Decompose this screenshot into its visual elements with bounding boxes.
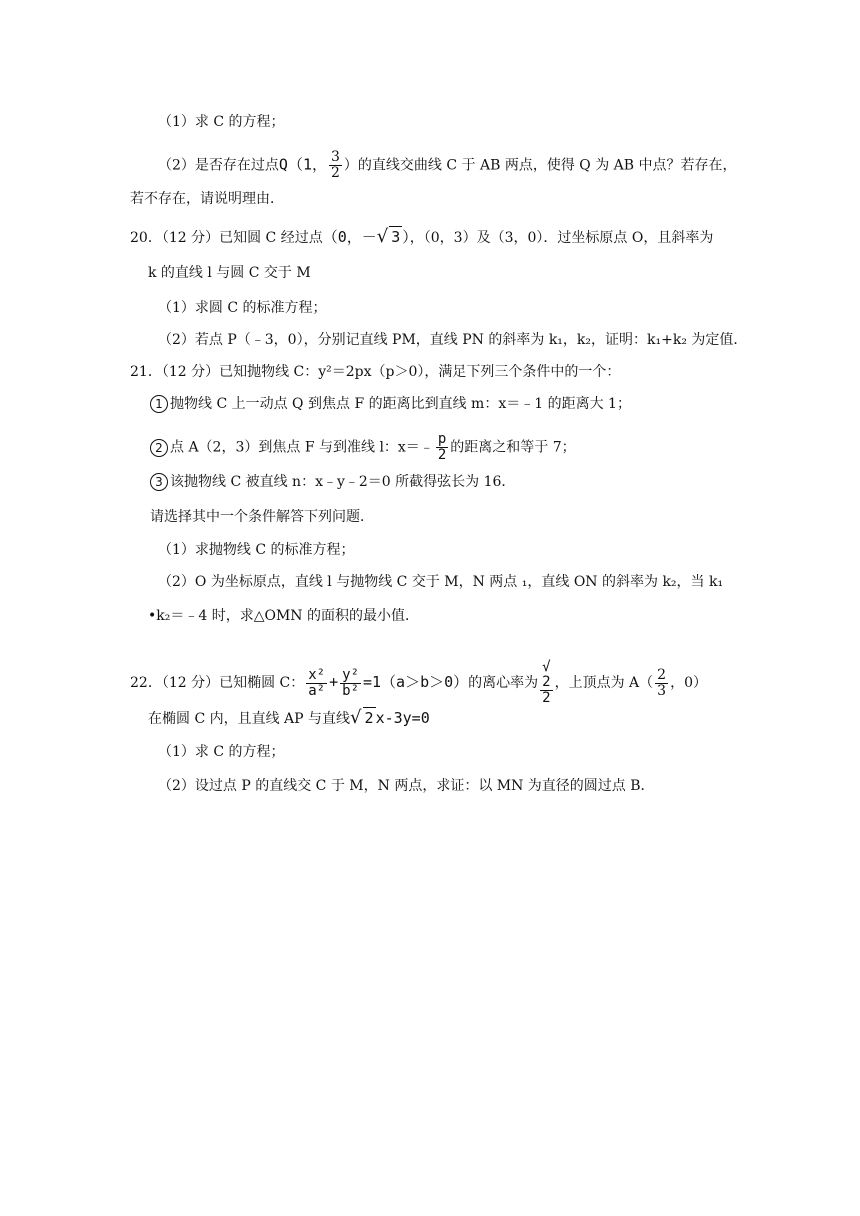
fraction: $\frac{p}{2}$ [437,431,447,463]
q21-condition-3: 3 该抛物线 C 被直线 n：x﹣y﹣2＝0 所截得弦长为 16． [150,472,515,492]
q20-part1: （1）求圆 C 的标准方程； [158,300,327,316]
q19-part1: （1）求 C 的方程； [158,114,285,130]
fraction: $\frac{3}{2}$ [330,149,340,181]
q20-part2: （2）若点 P（﹣3，0），分别记直线 PM，直线 PN 的斜率为 k₁，k₂，证明：k₁+k₂ 为定值． [158,332,748,348]
q19-part2-cont: 若不存在，请说明理由． [130,191,284,207]
q20-heading: 20．（12 分）已知圆 C 经过点（0，－√ 3 ），（0，3）及（3，0）．过坐标原点 O，且斜率为 [130,226,714,247]
q19-part2: （2）是否存在过点Q（1， $\frac{3}{2}$ ）的直线交曲线 C 于 AB 两点，使得 Q 为 AB 中点？若存在， [158,149,737,181]
q22-part2: （2）设过点 P 的直线交 C 于 M，N 两点，求证：以 MN 为直径的圆过点 B． [158,778,655,794]
q22-heading-cont: 在椭圆 C 内，且直线 AP 与直线√ 2 x-3y=0 [148,707,430,728]
fraction: $\frac{\text{y²}}{\text{b²}}$ [342,666,359,699]
q21-heading: 21．（12 分）已知抛物线 C：y²＝2px（p＞0），满足下列三个条件中的一个： [130,364,621,380]
q21-part2-cont: •k₂＝﹣4 时，求△OMN 的面积的最小值． [148,608,419,624]
fraction: $\frac{\text{x²}}{\text{a²}}$ [308,666,326,699]
q21-condition-1: 1 抛物线 C 上一动点 Q 到焦点 F 的距离比到直线 m：x＝﹣1 的距离大 1； [150,394,631,414]
q22-heading: 22．（12 分）已知椭圆 C： $\frac{\text{x²}}{\text{a²}}$ + $\frac{\text{y²}}{\text{b²}}$ =1（a＞b＞0）的离心率为 √ 2 2 ，上顶点为 A（ $\frac{2}{3}$ ，0） [130,659,707,706]
q20-heading-cont: k 的直线 l 与圆 C 交于 M [148,265,311,281]
q21-condition-2: 2 点 A（2，3）到焦点 F 与到准线 l：x＝﹣ $\frac{p}{2}$ 的距离之和等于 7； [150,432,576,463]
q21-part2: （2）O 为坐标原点，直线 l 与抛物线 C 交于 M，N 两点 ₁，直线 ON 的斜率为 k₂，当 k₁ [158,574,724,590]
fraction: $\frac{2}{3}$ [657,666,667,699]
fraction: √ 2 2 [542,659,551,706]
q21-instruction: 请选择其中一个条件解答下列问题． [150,509,374,525]
q22-part1: （1）求 C 的方程； [158,744,285,760]
q21-part1: （1）求抛物线 C 的标准方程； [158,542,355,558]
